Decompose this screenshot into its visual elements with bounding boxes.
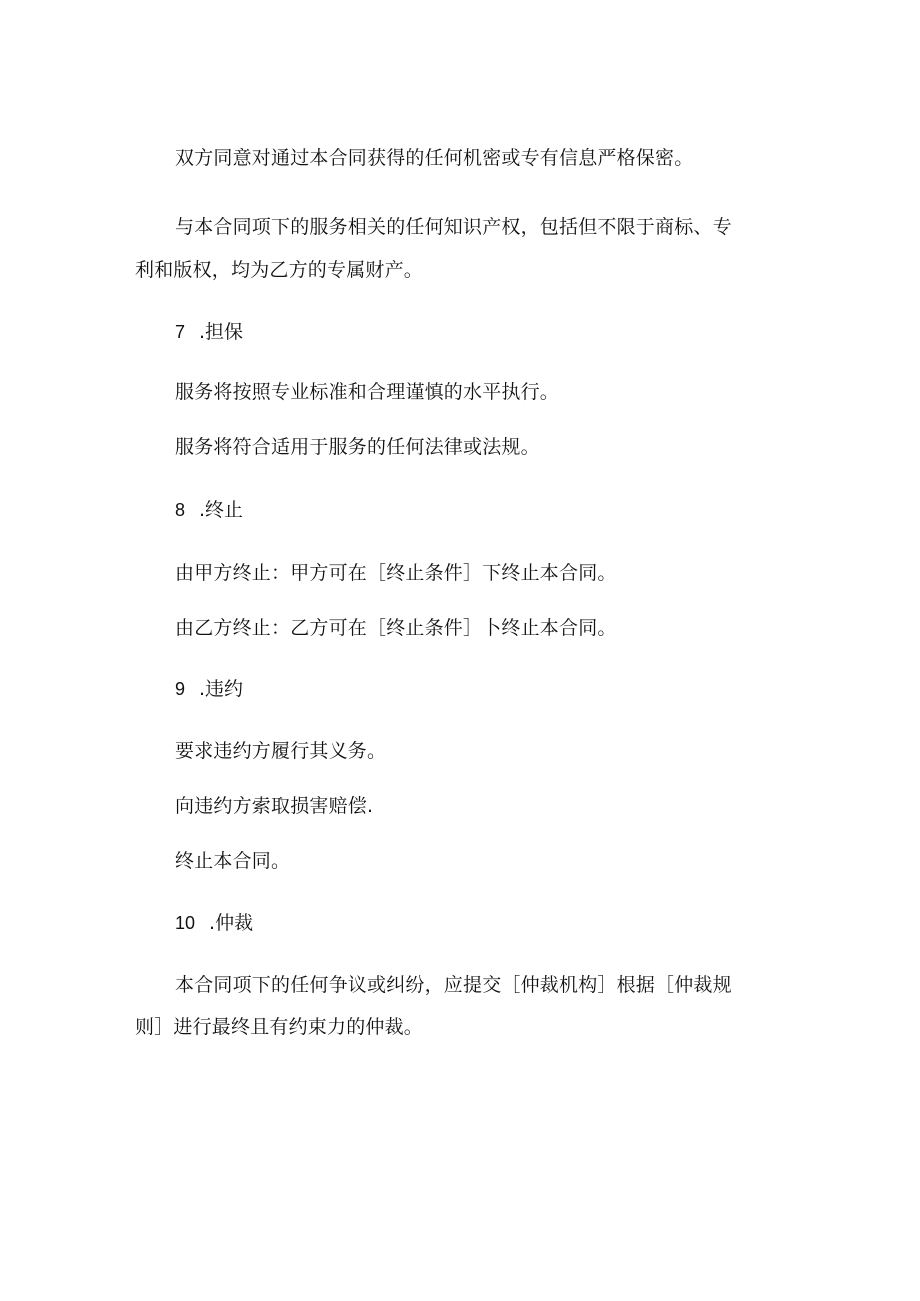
section-10-title: .仲裁 [209,912,254,934]
section-9-title: .违约 [199,678,244,700]
section-8-heading [175,498,243,522]
warranty-item-1: 服务将按照专业标准和合理谨慎的水平执行。 [175,381,560,403]
arbitration-paragraph-line-1: 本合同项下的任何争议或纠纷，应提交［仲裁机构］根据［仲裁规 [175,974,732,996]
section-10-heading [175,911,253,935]
section-7-title: .担保 [199,321,244,343]
section-10-number: 10 [175,913,196,933]
section-8-number: 8 [175,500,186,520]
confidentiality-paragraph: 双方同意对通过本合同获得的任何机密或专有信息严格保密。 [175,147,694,169]
warranty-item-2: 服务将符合适用于服务的任何法律或法规。 [175,436,540,458]
section-9-number: 9 [175,679,186,699]
ip-paragraph-line-1: 与本合同项下的服务相关的任何知识产权，包括但不限于商标、专 [175,216,732,238]
ip-paragraph-line-2: 利和版权，均为乙方的专属财产。 [135,259,424,281]
breach-item-2: 向违约方索取损害赔偿. [175,795,374,817]
section-8-title: .终止 [199,499,244,521]
termination-item-1: 由甲方终止：甲方可在［终止条件］下终止本合同。 [175,562,617,584]
section-9-heading [175,677,243,701]
breach-item-1: 要求违约方履行其义务。 [175,740,387,762]
section-7-heading [175,320,243,344]
breach-item-3: 终止本合同。 [175,850,291,872]
section-7-number: 7 [175,322,186,342]
arbitration-paragraph-line-2: 则］进行最终且有约束力的仲裁。 [135,1016,424,1038]
termination-item-2: 由乙方终止：乙方可在［终止条件］卜终止本合同。 [175,617,617,639]
